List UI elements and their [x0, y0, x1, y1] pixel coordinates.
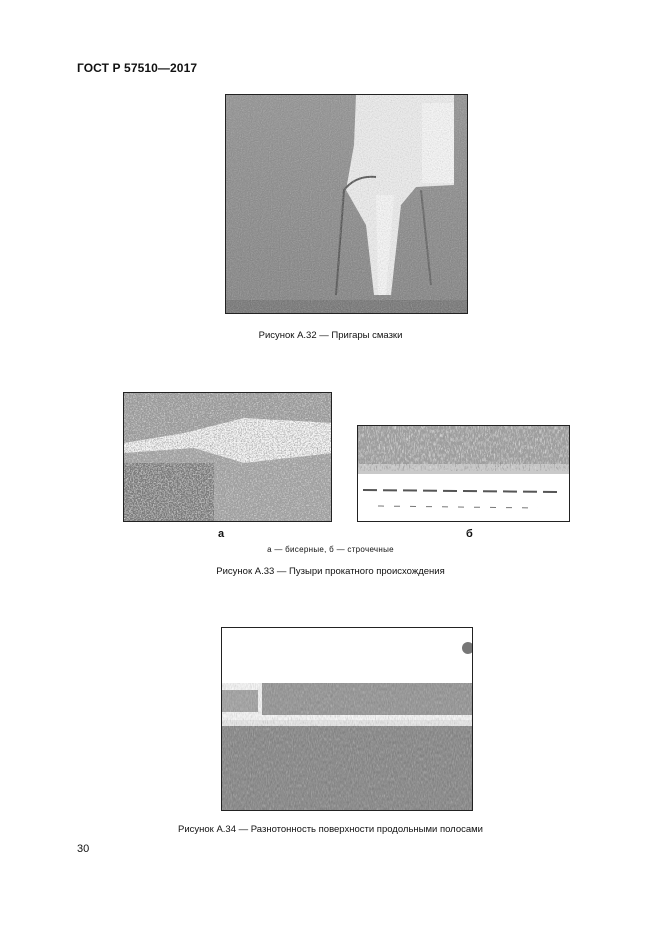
figure-a34-photo — [221, 627, 473, 811]
figure-a33-caption: Рисунок А.33 — Пузыри прокатного происхождения — [216, 566, 445, 577]
figure-a32-caption: Рисунок А.32 — Пригары смазки — [258, 330, 403, 341]
page-number: 30 — [77, 843, 90, 855]
figure-a33-label-b: б — [466, 528, 473, 540]
document-header: ГОСТ Р 57510—2017 — [77, 61, 198, 75]
figure-a33-label-a: а — [218, 528, 225, 540]
figure-a34-caption: Рисунок А.34 — Разнотонность поверхности продольными полосами — [177, 824, 483, 835]
figure-a33-legend: а — бисерные, б — строчечные — [267, 545, 394, 554]
figure-a32-photo — [225, 94, 468, 314]
figure-a33a-photo — [123, 392, 332, 522]
figure-a33b-photo — [357, 425, 570, 522]
